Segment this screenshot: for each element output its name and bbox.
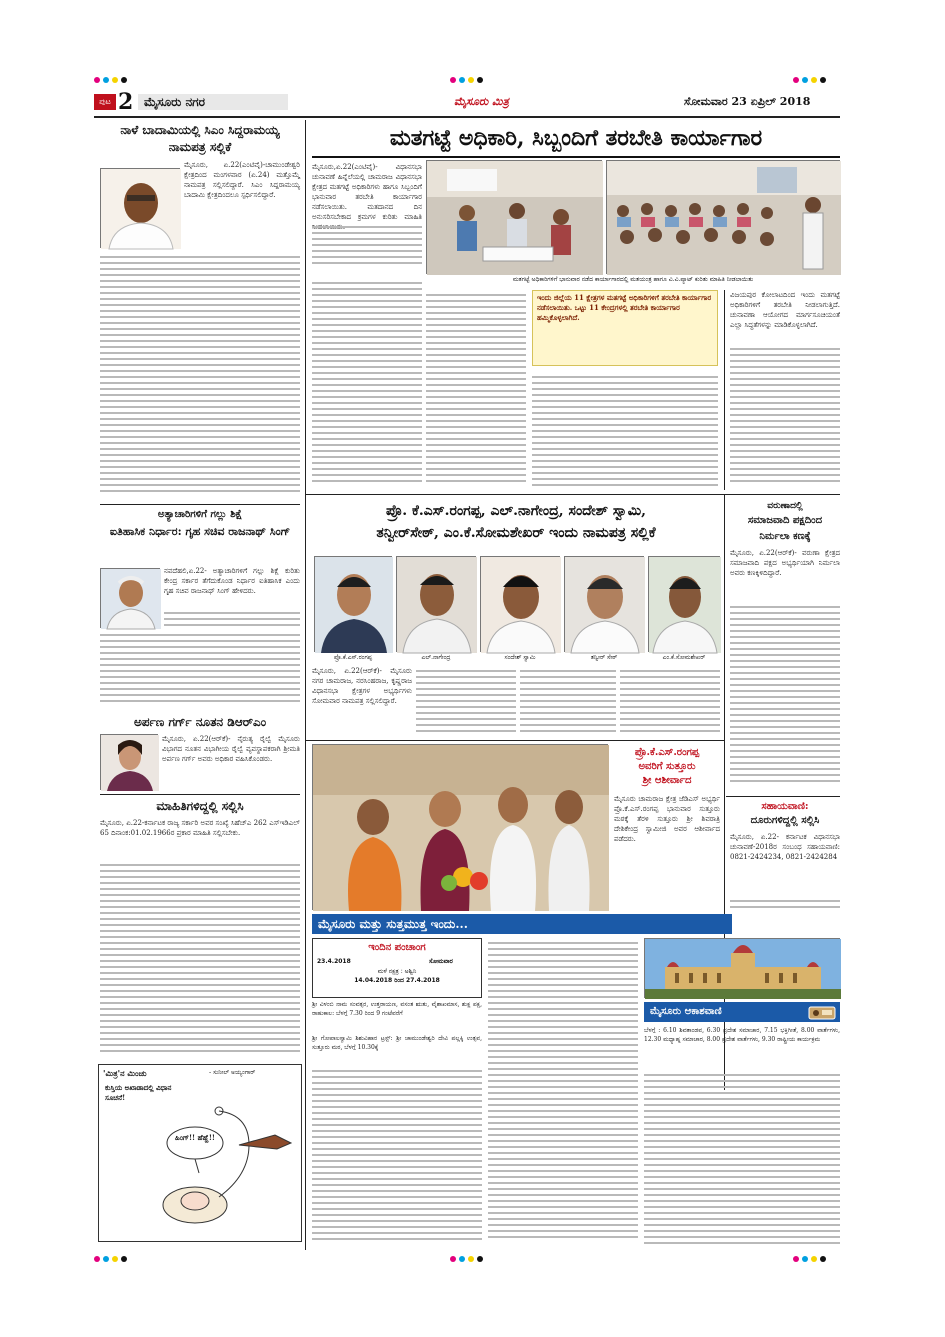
info-body-cont: [100, 860, 300, 1060]
panchanga-nakshatra-dates: 14.04.2018 ರಿಂದ 27.4.2018: [354, 977, 440, 984]
panchanga-date: 23.4.2018: [317, 958, 351, 965]
registration-dot: [811, 1256, 817, 1262]
nomination-body: ಮೈಸೂರು, ಏ.22(ಆರ್‌ಕೆ)- ಮೈಸೂರು ನಗರ ಚಾಮರಾಜ, ನರಸಿಂಹರಾಜ, ಕೃಷ್ಣರಾಜ ವಿಧಾನಸಭಾ ಕ್ಷೇತ್ರಗಳ ಅಭ್ಯರ್ಥಿಗಳು ಸೋಮವಾರ ನಾಮಪತ್ರ ಸಲ್ಲಿಸಲಿದ್ದಾರೆ.: [312, 667, 412, 705]
left-divider-2: [100, 794, 300, 795]
registration-dot: [112, 1256, 118, 1262]
candidate-caption-5: ಎಂ.ಕೆ.ಸೋಮಶೇಖರ್: [662, 654, 706, 661]
candidate-photo-3: [480, 556, 560, 652]
page-number: 2: [118, 89, 134, 115]
siddaramaiah-headline: ನಾಳೆ ಬಾದಾಮಿಯಲ್ಲಿ ಸಿಎಂ ಸಿದ್ದರಾಮಯ್ಯ ನಾಮಪತ್ರ ಸಲ್ಲಿಕೆ: [120, 123, 280, 154]
registration-dot: [468, 1256, 474, 1262]
lead-headline: ಮತಗಟ್ಟೆ ಅಧಿಕಾರಿ, ಸಿಬ್ಬಂದಿಗೆ ತರಬೇತಿ ಕಾರ್ಯಾಗಾರ: [312, 120, 840, 158]
radio-icon: [808, 1004, 836, 1020]
rajnath-body-cont: [164, 608, 300, 630]
registration-dot: [94, 77, 100, 83]
blessing-headline-1: ಪ್ರೊ.ಕೆ.ಎಸ್.ರಂಗಪ್ಪ: [634, 747, 700, 758]
info-headline: ಮಾಹಿತಿಗಳಿದ್ದಲ್ಲಿ ಸಲ್ಲಿಸಿ: [156, 799, 244, 813]
candidate-caption-2: ಎಲ್.ನಾಗೇಂದ್ರ: [421, 654, 451, 661]
akashvani-body: ಬೆಳಗ್ಗೆ : 6.10 ಶಿವತಾಂಡವ, 6.30 ಪ್ರದೇಶ ಸಮಾಚಾರ, 7.15 ಭಕ್ತಿಗೀತೆ, 8.00 ವಾರ್ತೆಗಳು, 12.30 ಮಧ್ಯಾಹ್ನ ಸಮಾಚಾರ, 8.00 ಪ್ರದೇಶ ವಾರ್ತೆಗಳು, 9.30 ರಾಷ್ಟ್ರೀಯ ಕಾರ್ಯಕ್ರಮ: [644, 1027, 840, 1043]
panchanga-nakshatra: ಮಳೆ ನಕ್ಷತ್ರ : ಅಶ್ವಿನಿ: [377, 968, 417, 975]
lead-photo-left: [426, 160, 602, 274]
akashvani-title: ಮೈಸೂರು ಆಕಾಶವಾಣಿ: [650, 1006, 722, 1017]
candidate-caption-3: ಸಂದೇಶ್ ಸ್ವಾಮಿ: [504, 654, 536, 661]
blessing-top-rule: [306, 740, 724, 741]
nomination-col-3: [520, 666, 616, 738]
siddaramaiah-photo: [100, 168, 180, 248]
blessing-body: ಮೈಸೂರು ಚಾಮರಾಜ ಕ್ಷೇತ್ರ ಜೆಡಿಎಸ್ ಅಭ್ಯರ್ಥಿ ಪ್ರೊ.ಕೆ.ಎಸ್.ರಂಗಪ್ಪ ಭಾನುವಾರ ಸುತ್ತೂರು ಮಠಕ್ಕೆ ತೆರಳಿ ಸುತ್ತೂರು ಶ್ರೀ ಶಿವರಾತ್ರಿ ದೇಶಿಕೇಂದ್ರ ಸ್ವಾಮೀಜಿ ಅವರ ಆಶೀರ್ವಾದ ಪಡೆದರು.: [614, 795, 720, 843]
drm-body: ಮೈಸೂರು, ಏ.22(ಆರ್‌ಕೆ)- ನೈರುತ್ಯ ರೈಲ್ವೆ ಮೈಸೂರು ವಿಭಾಗದ ನೂತನ ವಿಭಾಗೀಯ ರೈಲ್ವೆ ವ್ಯವಸ್ಥಾಪಕರಾಗಿ ಶ್ರೀಮತಿ ಅರ್ಪಣ ಗರ್ಗ್ ಅವರು ಅಧಿಕಾರ ವಹಿಸಿಕೊಂಡರು.: [162, 735, 300, 763]
registration-dot: [112, 77, 118, 83]
registration-dot: [103, 1256, 109, 1262]
cartoon-bubble: ಹಿಂಗ್!! ಹೆಹ್ಹೆ!!: [175, 1133, 215, 1142]
registration-dot: [811, 77, 817, 83]
palace-photo: [644, 938, 840, 998]
lead-highlight: ಇಂದು ಜಿಲ್ಲೆಯ 11 ಕ್ಷೇತ್ರಗಳ ಮತಗಟ್ಟೆ ಅಧಿಕಾರಿಗಳಿಗೆ ತರಬೇತಿ ಕಾರ್ಯಾಗಾರ ನಡೆಸಲಾಯಿತು. ಒಟ್ಟು 11 ಕೇಂದ್ರಗಳಲ್ಲಿ ತರಬೇತಿ ಕಾರ್ಯಾಗಾರ ಹಮ್ಮಿಕೊಳ್ಳಲಾಗಿದೆ.: [537, 293, 712, 322]
nomination-headline-2: ತನ್ವೀರ್‌ಸೇಠ್, ಎಂ.ಕೆ.ಸೋಮಶೇಖರ್ ಇಂದು ನಾಮಪತ್ರ ಸಲ್ಲಿಕೆ: [376, 525, 656, 541]
blessing-headline-3: ಶ್ರೀ ಆಶೀರ್ವಾದ: [642, 775, 692, 786]
registration-dot: [459, 1256, 465, 1262]
masthead-rule: [94, 116, 840, 118]
panchanga-box: [312, 938, 482, 998]
registration-dot: [450, 1256, 456, 1262]
rajnath-photo: [100, 568, 160, 628]
helpline-cont: [730, 896, 840, 910]
lead-highlight-box: [532, 290, 718, 366]
events-col-1: [312, 1066, 482, 1244]
events-body: ಶ್ರೀ ಗೋಪಾಲಸ್ವಾಮಿ ಶಿಶುವಿಹಾರ ಟ್ರಸ್ಟ್: ಶ್ರೀ ಚಾಮುಂಡೇಶ್ವರಿ ದೇವಿ ಪಲ್ಲಕ್ಕಿ ಉತ್ಸವ, ಸುತ್ತೂರು ಮಠ, ಬೆಳಗ್ಗೆ 10.30ಕ್ಕೆ: [312, 1035, 482, 1051]
panchanga-title: ಇಂದಿನ ಪಂಚಾಂಗ: [368, 942, 426, 953]
cartoon-box: [98, 1064, 302, 1242]
right-top-cont: [730, 344, 840, 492]
helpline-headline: ದೂರುಗಳಿದ್ದಲ್ಲಿ ಸಲ್ಲಿಸಿ: [750, 815, 820, 826]
panchanga-body: ಶ್ರೀ ವಿಳಂಬಿ ನಾಮ ಸಂವತ್ಸರ, ಉತ್ತರಾಯಣ, ವಸಂತ ಋತು, ವೈಶಾಖಮಾಸ, ಶುಕ್ಲ ಪಕ್ಷ, ರಾಹುಕಾಲ: ಬೆಳಗ್ಗೆ 7.30 ರಿಂದ 9 ಗಂಟೆವರೆಗೆ: [312, 1001, 482, 1017]
registration-dot: [459, 77, 465, 83]
registration-dot: [94, 1256, 100, 1262]
registration-dot: [450, 77, 456, 83]
column-rule-left: [305, 120, 306, 1250]
blessing-photo: [312, 744, 608, 910]
registration-dot: [468, 77, 474, 83]
nomination-col-2: [416, 666, 516, 738]
rajnath-kicker: ಅತ್ಯಾಚಾರಿಗಳಿಗೆ ಗಲ್ಲು ಶಿಕ್ಷೆ: [157, 509, 243, 520]
rajnath-headline: ಐತಿಹಾಸಿಕ ನಿರ್ಧಾರ: ಗೃಹ ಸಚಿವ ರಾಜನಾಥ್ ಸಿಂಗ್: [109, 525, 291, 538]
cartoon-caption: ಕುಸ್ತಿಯ ಅಖಾಡಾದಲ್ಲಿ ವಿಧಾನ ಸೂಚನೆ!: [105, 1083, 172, 1102]
nomination-col-4: [620, 666, 720, 738]
rajnath-body-more: [100, 630, 300, 710]
candidate-photo-1: [314, 556, 392, 652]
cartoon-author: - ಸುನೀಲ್ ಅಯ್ಯಂಗಾರ್: [209, 1069, 256, 1076]
blessing-headline-2: ಅವರಿಗೆ ಸುತ್ತೂರು: [638, 761, 696, 772]
lead-body-cont: [312, 222, 422, 274]
candidate-photo-2: [396, 556, 476, 652]
registration-dot: [477, 77, 483, 83]
registration-dot: [103, 77, 109, 83]
paper-name: ಮೈಸೂರು ಮಿತ್ರ: [454, 95, 509, 108]
column-rule-right: [724, 495, 725, 1090]
section-name: ಮೈಸೂರು ನಗರ: [144, 95, 206, 109]
nomination-headline-1: ಪ್ರೊ. ಕೆ.ಎಸ್.ರಂಗಪ್ಪ, ಎಲ್.ನಾಗೇಂದ್ರ, ಸಂದೇಶ್ ಸ್ವಾಮಿ,: [385, 503, 646, 519]
helpline-rule: [726, 796, 840, 797]
candidate-photo-5: [648, 556, 720, 652]
registration-dot: [802, 1256, 808, 1262]
registration-dot: [121, 1256, 127, 1262]
akashvani-cont: [644, 1070, 840, 1244]
panchanga-day: ಸೋಮವಾರ: [429, 958, 453, 965]
masthead: [94, 88, 840, 116]
page-label: ಪುಟ: [94, 94, 116, 110]
left-divider: [100, 504, 300, 505]
lead-col-2: [426, 290, 526, 492]
registration-dot: [802, 77, 808, 83]
cartoon-title: 'ಮಿತ್ರ'ನ ಮಿಂಚು: [103, 1068, 147, 1078]
right-top-body: ವಿಜಯಪುರ ಕೋಲಾಟದಿಂದ ಇಂದು ಮತಗಟ್ಟೆ ಅಧಿಕಾರಿಗಳಿಗೆ ತರಬೇತಿ ನೀಡಲಾಗುತ್ತಿದೆ. ಚುನಾವಣಾ ಆಯೋಗದ ಮಾರ್ಗಸೂಚಿಯಂತೆ ಎಲ್ಲಾ ಸಿದ್ಧತೆಗಳನ್ನು ಮಾಡಿಕೊಳ್ಳಲಾಗಿದೆ.: [730, 291, 840, 329]
drm-photo: [100, 734, 158, 790]
helpline-body: ಮೈಸೂರು, ಏ.22- ಕರ್ನಾಟಕ ವಿಧಾನಸಭಾ ಚುನಾವಣೆ-2018ರ ಸಂಬಂಧ ಸಹಾಯವಾಣಿ: 0821-2424234, 0821-2424284: [730, 833, 840, 861]
rajnath-body: ನವದೆಹಲಿ,ಏ.22- ಅತ್ಯಾಚಾರಿಗಳಿಗೆ ಗಲ್ಲು ಶಿಕ್ಷೆ ಕುರಿತು ಕೇಂದ್ರ ಸರ್ಕಾರ ತೆಗೆದುಕೊಂಡ ನಿರ್ಧಾರ ಐತಿಹಾಸಿಕ ಎಂದು ಗೃಹ ಸಚಿವ ರಾಜನಾಥ್ ಸಿಂಗ್ ಹೇಳಿದರು.: [164, 567, 300, 595]
lead-bottom-rule: [306, 494, 840, 495]
registration-dot: [121, 77, 127, 83]
registration-dot: [820, 77, 826, 83]
lead-body: ಮೈಸೂರು,ಏ.22(ಎಂಟಿವೈ)- ವಿಧಾನಸಭಾ ಚುನಾವಣೆ ಹಿನ್ನೆಲೆಯಲ್ಲಿ ಚಾಮರಾಜ ವಿಧಾನಸಭಾ ಕ್ಷೇತ್ರದ ಮತಗಟ್ಟೆ ಅಧಿಕಾರಿಗಳು ಹಾಗೂ ಸಿಬ್ಬಂದಿಗೆ ಭಾನುವಾರ ತರಬೇತಿ ಕಾರ್ಯಾಗಾರ ನಡೆಸಲಾಯಿತು. ಮತದಾನದ ದಿನ ಅನುಸರಿಸಬೇಕಾದ ಕ್ರಮಗಳ ಕುರಿತು ಮಾಹಿತಿ: [312, 163, 422, 221]
candidate-caption-4: ತನ್ವೀರ್ ಸೇಠ್: [590, 654, 618, 661]
events-col-2: [488, 938, 638, 1244]
varuna-headline-2: ನಿರ್ಮಲಾ ಕಣಕ್ಕೆ: [759, 531, 811, 542]
registration-dot: [793, 1256, 799, 1262]
varuna-body: ಮೈಸೂರು, ಏ.22(ಆರ್‌ಕೆ)- ವರುಣಾ ಕ್ಷೇತ್ರದ ಸಮಾಜವಾದಿ ಪಕ್ಷದ ಅಭ್ಯರ್ಥಿಯಾಗಿ ನಿರ್ಮಲಾ ಅವರು ಕಣಕ್ಕಿಳಿದಿದ್ದಾರೆ.: [730, 549, 840, 577]
varuna-headline-1: ಸಮಾಜವಾದಿ ಪಕ್ಷದಿಂದ: [747, 515, 823, 526]
cartoon-drawing: [99, 1065, 303, 1243]
helpline-kicker: ಸಹಾಯವಾಣಿ:: [761, 801, 809, 812]
lead-photo-caption: ಮತಗಟ್ಟೆ ಅಧಿಕಾರಿಗಳಿಗೆ ಭಾನುವಾರ ನಡೆದ ಕಾರ್ಯಾಗಾರದಲ್ಲಿ ಮತಯಂತ್ರ ಹಾಗೂ ವಿ.ವಿ.ಪ್ಯಾಟ್ ಕುರಿತು ಮಾಹಿತಿ ನೀಡಲಾಯಿತು: [512, 276, 754, 283]
registration-dot: [793, 77, 799, 83]
candidate-caption-1: ಪ್ರೊ.ಕೆ.ಎಸ್.ರಂಗಪ್ಪ: [334, 654, 372, 661]
lead-col-1: [312, 278, 422, 492]
drm-headline: ಅರ್ಪಣ ಗರ್ಗ್ ನೂತನ ಡಿಆರ್‌ಎಂ: [133, 715, 267, 729]
registration-dot: [477, 1256, 483, 1262]
lead-col-3: [532, 372, 718, 492]
candidate-photo-4: [564, 556, 644, 652]
info-body: ಮೈಸೂರು, ಏ.22-ಕರ್ನಾಟಕ ರಾಜ್ಯ ಸರ್ಕಾರಿ ಅವರ ಸಂಖ್ಯೆ ಸಿಹೆಚ್‌ಎ 262 ಎಸ್‌ಇಡಿಎಲ್ 65 ದಿನಾಂಕ:01.02.1966ರ ಪ್ರಕಾರ ಮಾಹಿತಿ ಸಲ್ಲಿಸಬೇಕು.: [100, 819, 300, 837]
today-banner-text: ಮೈಸೂರು ಮತ್ತು ಸುತ್ತಮುತ್ತ ಇಂದು...: [318, 917, 468, 931]
registration-dot: [820, 1256, 826, 1262]
right-top-rule: [724, 290, 725, 490]
issue-date: ಸೋಮವಾರ 23 ಏಪ್ರಿಲ್ 2018: [684, 95, 811, 108]
lead-photo-right: [606, 160, 840, 274]
siddaramaiah-body-cont: [100, 252, 300, 502]
varuna-kicker: ವರುಣಾದಲ್ಲಿ: [767, 501, 803, 511]
siddaramaiah-body: ಮೈಸೂರು, ಏ.22(ಎಂಟಿವೈ)-ಚಾಮುಂಡೇಶ್ವರಿ ಕ್ಷೇತ್ರದಿಂದ ಮಂಗಳವಾರ (ಏ.24) ಮತ್ತೊಮ್ಮೆ ನಾಮಪತ್ರ ಸಲ್ಲಿಸಲಿದ್ದಾರೆ. ಸಿಎಂ ಸಿದ್ದರಾಮಯ್ಯ ಬಾದಾಮಿ ಕ್ಷೇತ್ರದಿಂದಲೂ ಸ್ಪರ್ಧಿಸಲಿದ್ದಾರೆ.: [184, 161, 300, 199]
varuna-cont: [730, 602, 840, 792]
